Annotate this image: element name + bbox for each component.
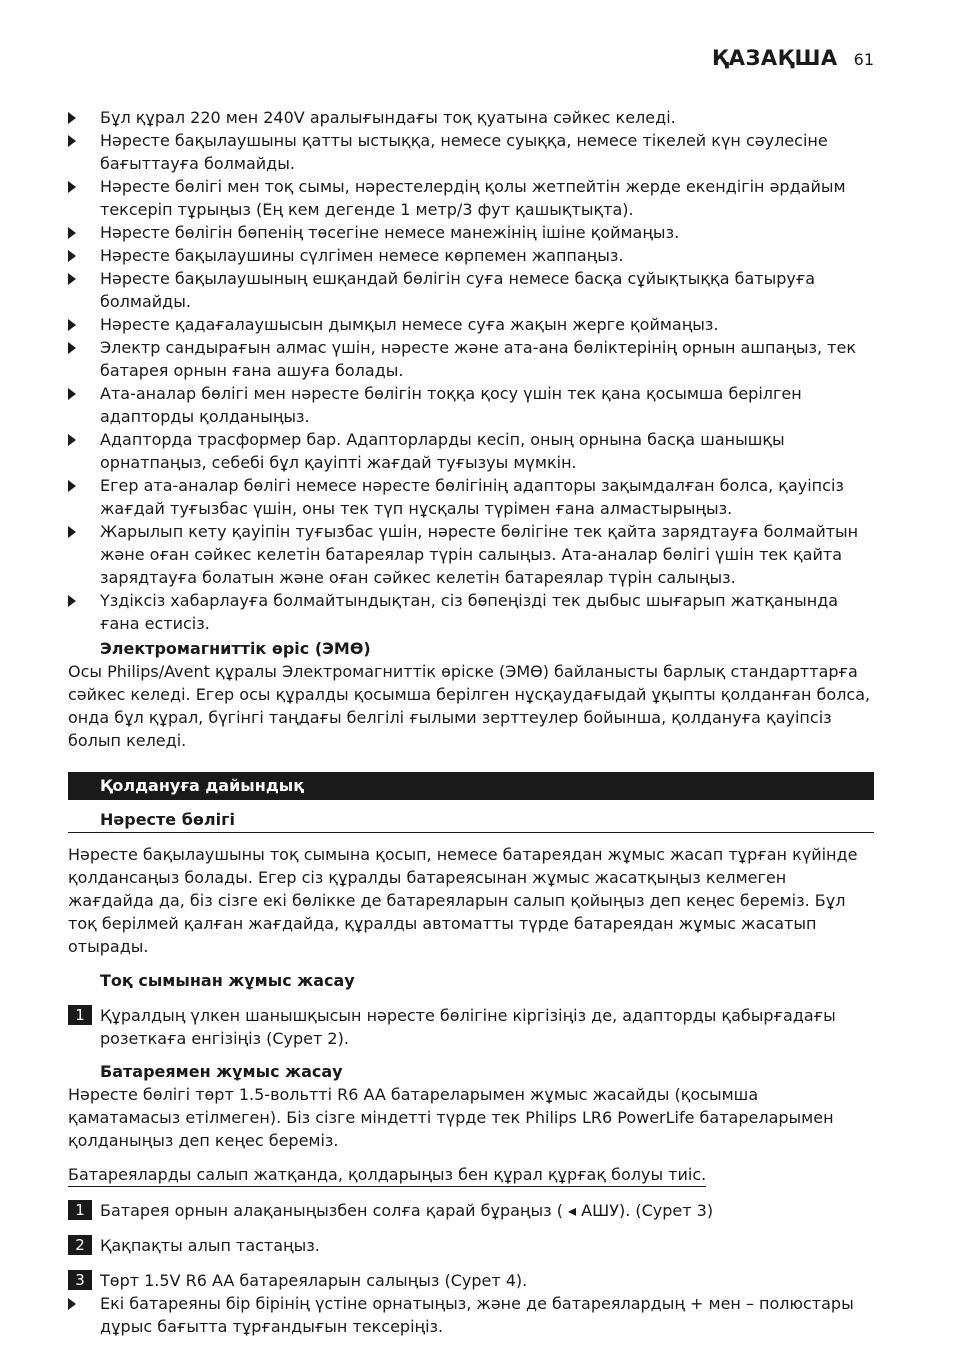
bullet-icon: [68, 250, 76, 262]
battery-heading: Батареямен жұмыс жасау: [100, 1062, 343, 1081]
section-heading-bar: Қолдануға дайындық: [68, 772, 874, 800]
page-header: [712, 46, 874, 70]
bullet-icon: [68, 181, 76, 193]
battery-paragraph: Нәресте бөлігі төрт 1.5-вольтті R6 AA батареларымен жұмыс жасайды (қосымша қаматамасыз етілмеген). Біз сізге міндетті түрде тек Philips LR6 PowerLife батареларымен қолданыңыз деп кеңес береміз.: [68, 1085, 834, 1150]
bullet-icon: [68, 595, 76, 607]
bullet-icon: [68, 135, 76, 147]
emf-heading: Электромагниттік өріс (ЭМӨ): [100, 639, 371, 658]
step-item: 2 Қақпақты алып тастаңыз.: [68, 1234, 874, 1257]
bullet-icon: [68, 227, 76, 239]
list-item: Екі батареяны бір бірінің үстіне орнатыңыз, және де батареялардың + мен – полюстары дұрыс бағытта тұрғандығын тексеріңіз.: [68, 1292, 874, 1338]
list-item: Ата-аналар бөлігі мен нәресте бөлігін тоққа қосу үшін тек қана қосымша берілген адапторды қолданыңыз.: [68, 382, 874, 428]
baby-unit-heading: Нәресте бөлігі: [68, 808, 874, 833]
mains-heading: Тоқ сымынан жұмыс жасау: [100, 971, 355, 990]
list-item: Бұл құрал 220 мен 240V аралығындағы тоқ қуатына сәйкес келеді.: [68, 106, 874, 129]
list-item: Егер ата-аналар бөлігі немесе нәресте бөлігінің адапторы зақымдалған болса, қауіпсіз жағдай туғызбас үшін, оны тек түп нұсқалы түрімен ғана алмастырыңыз.: [68, 474, 874, 520]
step-number: 3: [68, 1270, 92, 1290]
bullet-icon: [68, 526, 76, 538]
language-title: ҚАЗАҚША: [711, 46, 838, 70]
baby-unit-paragraph: Нәресте бақылаушыны тоқ сымына қосып, немесе батареядан жұмыс жасап тұрған күйінде қолдансаңыз болады. Егер сіз құралды батареясынан жұмыс жасатқыңыз келмеген жағдайда да, біз сізге екі бөлікке де батареяларын салып қойыңыз деп кеңес береміз. Бұл тоқ берілмей қалған жағдайда, құралды автоматты түрде батареядан жұмыс жасатып отырады.: [68, 845, 858, 956]
bullet-icon: [68, 480, 76, 492]
bullet-icon: [68, 1298, 76, 1310]
step-number: 2: [68, 1235, 92, 1255]
bullet-icon: [68, 319, 76, 331]
battery-bullet-list: [68, 1292, 874, 1338]
bullet-icon: [68, 388, 76, 400]
list-item: Нәресте қадағалаушысын дымқыл немесе суға жақын жерге қоймаңыз.: [68, 313, 874, 336]
page-content: [68, 106, 874, 1338]
list-item: Жарылып кету қауіпін туғызбас үшін, нәресте бөлігіне тек қайта зарядтауға болмайтын және оған сәйкес келетін батареялар түрін салыңыз. Ата-аналар бөлігі үшін тек қайта зарядтауға болатын және оған сәйкес келетін батареялар түрін салыңыз.: [68, 520, 874, 589]
emf-paragraph: Осы Philips/Avent құралы Электромагниттік өріске (ЭМӨ) байланысты барлық стандарттарға сәйкес келеді. Егер осы құралды қосымша берілген нұсқаудағыдай ұқыпты қолданған болса, онда бұл құрал, бүгінгі таңдағы белгілі ғылыми зерттеулер бойынша, қолдануға қауіпсіз болып келеді.: [68, 662, 871, 750]
step-number: 1: [68, 1200, 92, 1220]
list-item: Нәресте бөлігі мен тоқ сымы, нәрестелердің қолы жетпейтін жерде екендігін әрдайым тексеріп тұрыңыз (Ең кем дегенде 1 метр/3 фут қашықтықта).: [68, 175, 874, 221]
bullet-icon: [68, 342, 76, 354]
step-item: 1 Құралдың үлкен шанышқысын нәресте бөлігіне кіргізіңіз де, адапторды қабырғадағы розеткаға енгізіңіз (Сурет 2).: [68, 1004, 874, 1050]
list-item: Электр сандырағын алмас үшін, нәресте және ата-ана бөліктерінің орнын ашпаңыз, тек батарея орнын ғана ашуға болады.: [68, 336, 874, 382]
safety-list: [68, 106, 874, 635]
bullet-icon: [68, 112, 76, 124]
step-number: 1: [68, 1005, 92, 1025]
page-number: 61: [853, 50, 874, 69]
list-item: Нәресте бөлігін бөпенің төсегіне немесе манежінің ішіне қоймаңыз.: [68, 221, 874, 244]
battery-warning: Батареяларды салып жатқанда, қолдарыңыз бен құрал құрғақ болуы тиіс.: [68, 1163, 706, 1187]
list-item: Нәресте бақылаушының ешқандай бөлігін суға немесе басқа сұйықтыққа батыруға болмайды.: [68, 267, 874, 313]
bullet-icon: [68, 434, 76, 446]
list-item: Нәресте бақылаушины сүлгімен немесе көрпемен жаппаңыз.: [68, 244, 874, 267]
list-item: Үздіксіз хабарлауға болмайтындықтан, сіз бөпеңізді тек дыбыс шығарып жатқанында ғана естисіз.: [68, 589, 874, 635]
step-item: 1 Батарея орнын алақаныңызбен солға қарай бұраңыз ( ◂ АШУ). (Сурет 3): [68, 1199, 874, 1222]
list-item: Адапторда трасформер бар. Адапторларды кесіп, оның орнына басқа шанышқы орнатпаңыз, себебі бұл қауіпті жағдай туғызуы мүмкін.: [68, 428, 874, 474]
bullet-icon: [68, 273, 76, 285]
list-item: Нәресте бақылаушыны қатты ыстыққа, немесе суыққа, немесе тікелей күн сәулесіне бағыттауға болмайды.: [68, 129, 874, 175]
step-item: 3 Төрт 1.5V R6 AA батареяларын салыңыз (Сурет 4).: [68, 1269, 874, 1292]
